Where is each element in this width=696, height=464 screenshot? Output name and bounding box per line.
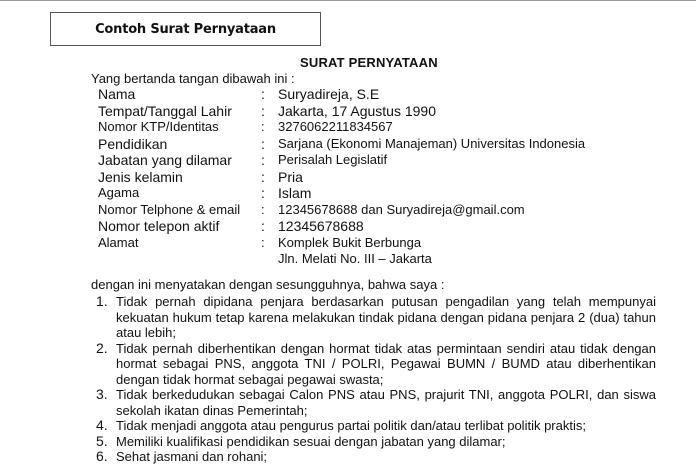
document-heading: SURAT PERNYATAAN bbox=[300, 55, 438, 70]
item-text: Memiliki kualifikasi pendidikan sesuai dengan jabatan yang dilamar; bbox=[116, 433, 506, 449]
field-row-jabatan bbox=[98, 152, 585, 169]
field-colon: : bbox=[261, 201, 265, 217]
field-colon: : bbox=[261, 86, 265, 102]
field-value: Pria bbox=[278, 168, 303, 185]
item-number: 6. bbox=[96, 448, 108, 464]
title-box bbox=[50, 12, 321, 46]
field-value bbox=[278, 235, 432, 268]
field-colon: : bbox=[261, 135, 265, 152]
field-label: Nomor telepon aktif bbox=[98, 218, 220, 234]
list-item bbox=[96, 387, 656, 418]
field-row-jenis-kelamin bbox=[98, 169, 585, 186]
field-value: 3276062211834567 bbox=[278, 119, 393, 134]
field-row-pendidikan bbox=[98, 136, 585, 153]
field-row-nama bbox=[98, 86, 585, 103]
field-colon: : bbox=[261, 152, 265, 168]
item-text: Sehat jasmani dan rohani; bbox=[116, 449, 268, 464]
declaration-list bbox=[96, 294, 656, 464]
field-colon: : bbox=[261, 102, 265, 119]
item-text: Tidak menjadi anggota atau pengurus partai politik dan/atau terlibat politik praktis; bbox=[116, 418, 586, 433]
item-number: 2. bbox=[96, 339, 108, 356]
field-colon: : bbox=[261, 234, 265, 250]
intro-text: Yang bertanda tangan dibawah ini : bbox=[91, 71, 295, 86]
field-row-telphone-email bbox=[98, 202, 585, 219]
list-item bbox=[96, 449, 656, 464]
field-value: Suryadireja, S.E bbox=[278, 86, 380, 102]
top-divider bbox=[0, 0, 696, 1]
field-row-alamat bbox=[98, 235, 585, 268]
field-label: Agama bbox=[98, 185, 140, 200]
statement-text: dengan ini menyatakan dengan sesungguhnya, bahwa saya : bbox=[91, 277, 445, 292]
field-row-tempat-tanggal-lahir bbox=[98, 103, 585, 120]
field-value: Jakarta, 17 Agustus 1990 bbox=[278, 102, 436, 119]
field-value: 12345678688 dan Suryadireja@gmail.com bbox=[278, 201, 525, 217]
item-number: 3. bbox=[96, 386, 108, 402]
field-value: 12345678688 bbox=[278, 218, 364, 234]
field-label: Tempat/Tanggal Lahir bbox=[98, 102, 232, 119]
field-value: Perisalah Legislatif bbox=[278, 152, 388, 167]
field-value: Sarjana (Ekonomi Manajeman) Universitas Indonesia bbox=[278, 135, 586, 151]
item-text: Tidak berkedudukan sebagai Calon PNS atau PNS, prajurit TNI, anggota POLRI, dan siswa sekolah ikatan dinas Pemerintah; bbox=[116, 387, 656, 418]
list-item bbox=[96, 341, 656, 388]
field-label: Jabatan yang dilamar bbox=[98, 152, 232, 168]
field-label: Nama bbox=[98, 86, 136, 102]
item-number: 4. bbox=[96, 417, 108, 433]
field-colon: : bbox=[261, 185, 265, 201]
field-colon: : bbox=[261, 218, 265, 234]
field-label: Nomor Telphone & email bbox=[98, 201, 241, 217]
item-text: Tidak pernah diberhentikan dengan hormat tidak atas permintaan sendiri atau tidak dengan hormat sebagai PNS, anggota TNI / POLRI, Pegawai BUMN / BUMD atau diberhentikan dengan tidak hormat sebagai pegawai swasta; bbox=[116, 340, 656, 387]
list-item bbox=[96, 294, 656, 341]
list-item bbox=[96, 434, 656, 450]
item-text: Tidak pernah dipidana penjara berdasarkan putusan pengadilan yang telah mempunyai kekuatan hukum tetap karena melakukan tindak pidana dengan pidana penjara 2 (dua) tahun atau lebih; bbox=[116, 294, 656, 340]
field-colon: : bbox=[261, 119, 265, 134]
field-label: Nomor KTP/Identitas bbox=[98, 119, 219, 134]
field-value: Islam bbox=[278, 185, 312, 201]
field-colon: : bbox=[261, 168, 265, 185]
item-number: 1. bbox=[96, 293, 108, 309]
address-line-2: Jln. Melati No. III – Jakarta bbox=[278, 251, 432, 266]
identity-fields bbox=[98, 86, 585, 268]
field-label: Pendidikan bbox=[98, 135, 168, 152]
list-item bbox=[96, 418, 656, 434]
field-row-telepon-aktif bbox=[98, 218, 585, 235]
address-line-1: Komplek Bukit Berbunga bbox=[278, 234, 422, 250]
item-number: 5. bbox=[96, 432, 108, 449]
field-label: Jenis kelamin bbox=[98, 168, 183, 185]
title-box-label: Contoh Surat Pernyataan bbox=[95, 21, 276, 37]
field-row-agama bbox=[98, 185, 585, 202]
field-label: Alamat bbox=[98, 234, 139, 250]
field-row-nomor-ktp bbox=[98, 119, 585, 136]
